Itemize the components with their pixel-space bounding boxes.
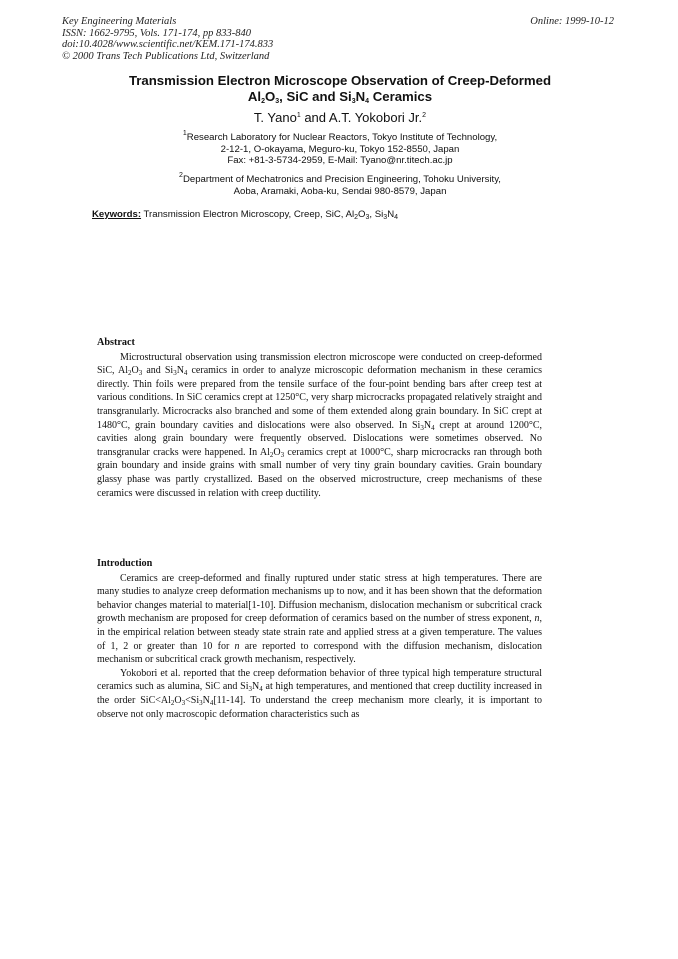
introduction-section [97, 557, 542, 721]
keywords-label: Keywords: [92, 209, 142, 220]
copyright-line: © 2000 Trans Tech Publications Ltd, Switzerland [62, 50, 270, 62]
issn-line: ISSN: 1662-9795, Vols. 171-174, pp 833-840 [62, 27, 251, 39]
introduction-paragraph-1: Ceramics are creep-deformed and finally ruptured under static stress at high temperatures. There are many studies to analyze creep deformation mechanisms up to now, and it has been shown that the deformation behavior changes material to material[1-10]. Diffusion mechanism, dislocation mechanism or subcritical crack growth mechanism are proposed for creep deformation of ceramics based on the number of stress exponent, n, in the empirical relation between steady state strain rate and applied stress at a given temperature. The values of 1, 2 or greater than 10 for n are reported to correspond with the diffusion mechanism, dislocation mechanism or subcritical crack growth mechanism, respectively. [97, 572, 542, 666]
abstract-section [97, 336, 542, 500]
introduction-heading: Introduction [97, 558, 153, 569]
introduction-paragraph-2: Yokobori et al. reported that the creep deformation behavior of three typical high temperature structural ceramics such as alumina, SiC and $Si_3N_4$ at high temperatures, and mentioned that creep ductility increased in the order $SiC<Al_2O_3<Si_3N_4[11-14]$. To understand the creep mechanism more clearly, it is important to observe not only macroscopic deformation characteristics such as [97, 667, 542, 720]
affiliation-2: $^2$Department of Mechatronics and Precision Engineering, Tohoku University, Aoba, Aramaki, Aoba-ku, Sendai 980-8579, Japan [179, 172, 501, 197]
journal-header [62, 16, 273, 62]
title-line-2: $Al_2O_3$, SiC and $Si_3N_4$ Ceramics [247, 89, 433, 105]
author-1: T. Yano [253, 110, 297, 125]
affiliation-1: $^1$Research Laboratory for Nuclear Reactors, Tokyo Institute of Technology, 2-12-1, O-okayama, Meguro-ku, Tokyo 152-8550, Japan Fax: +81-3-5734-2959, E-Mail: Tyano@nr.titech.ac.jp [182, 130, 498, 167]
abstract-text: Microstructural observation using transmission electron microscope were conducted on creep-deformed SiC, $Al_2O_3$ and $Si_3N_4$ ceramics in order to analyze microscopic deformation mechanism in these ceramics directly. Thin foils were prepared from the tensile surface of the four-point bending bars after creep test at various conditions. In SiC ceramics crept at 1250°C, very sharp microcracks propagated relatively straight and transgranularly. Microcracks also branched and some of them extended along grain boundary. In SiC crept at 1480°C, grain boundary cavities and dislocations were also observed. In $Si_3N_4$ crept at around 1200°C, cavities along grain boundary were frequently observed. Dislocations were sometimes observed. No transgranular cracks were happened. In $Al_2O_3$ ceramics crept at 1000°C, sharp microcracks ran through both grain boundary and inside grains with small number of very tiny grain boundary cavities. Grain boundary glassy phase was partly crystallized. Based on the observed microstructure, creep mechanisms of these ceramics were discussed in relation with creep ductility. [97, 351, 543, 499]
title-line-1: Transmission Electron Microscope Observation of Creep-Deformed [128, 73, 552, 88]
journal-name: Key Engineering Materials [62, 16, 177, 27]
online-date: Online: 1999-10-12 [530, 16, 614, 27]
author-2: A.T. Yokobori Jr. [328, 110, 423, 125]
paper-title [60, 73, 620, 105]
abstract-heading: Abstract [97, 337, 135, 348]
keywords: Keywords: Transmission Electron Microscopy, Creep, SiC, $Al_2O_3$, $Si_3N_4$ [92, 209, 399, 221]
author-list: T. Yano$^1$ and A.T. Yokobori Jr.$^2$ [253, 110, 427, 125]
doi-line: doi:10.4028/www.scientific.net/KEM.171-174.833 [62, 39, 274, 50]
